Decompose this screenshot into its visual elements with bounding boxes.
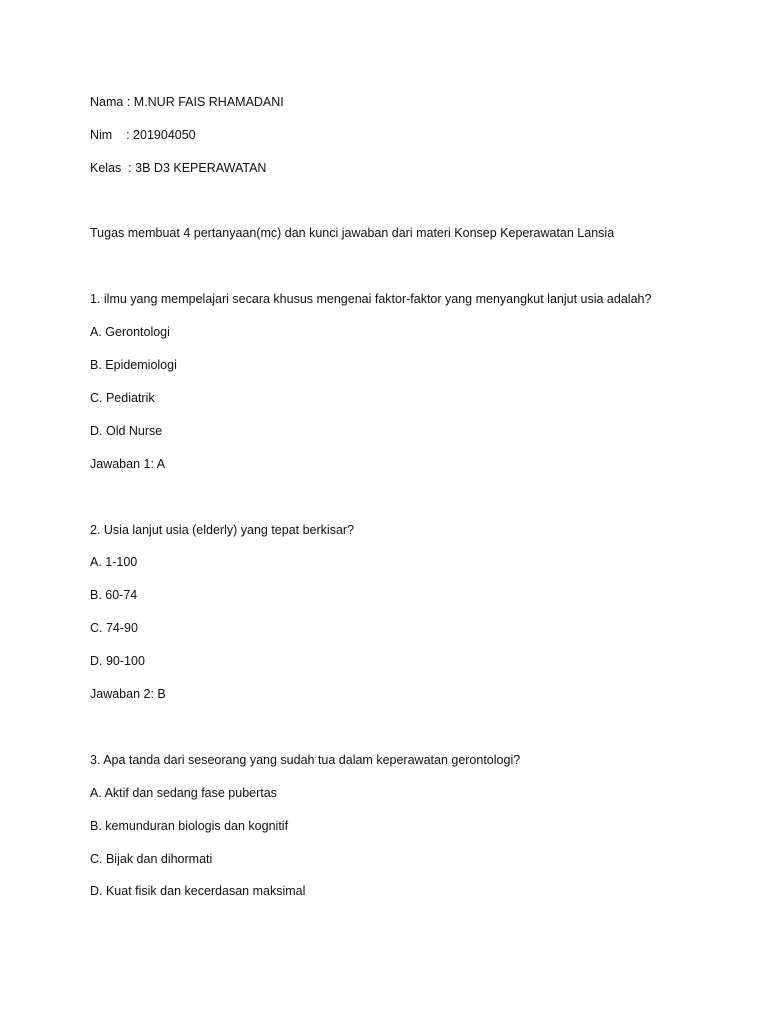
- student-class: Kelas : 3B D3 KEPERAWATAN: [90, 161, 267, 175]
- question-1-option-b: B. Epidemiologi: [90, 358, 177, 372]
- student-name: Nama : M.NUR FAIS RHAMADANI: [90, 95, 284, 109]
- question-2: 2. Usia lanjut usia (elderly) yang tepat berkisar?: [90, 523, 355, 537]
- task-description: Tugas membuat 4 pertanyaan(mc) dan kunci jawaban dari materi Konsep Keperawatan Lansia: [90, 226, 615, 240]
- question-3-option-d: D. Kuat fisik dan kecerdasan maksimal: [90, 884, 306, 898]
- question-3-option-a: A. Aktif dan sedang fase pubertas: [90, 786, 277, 800]
- question-2-answer: Jawaban 2: B: [90, 687, 166, 701]
- question-2-option-b: B. 60-74: [90, 588, 138, 602]
- question-2-option-d: D. 90-100: [90, 654, 145, 668]
- question-1-answer: Jawaban 1: A: [90, 457, 166, 471]
- question-2-option-c: C. 74-90: [90, 621, 138, 635]
- question-1: 1. ilmu yang mempelajari secara khusus mengenai faktor-faktor yang menyangkut lanjut usia adalah?: [90, 292, 652, 306]
- question-1-option-a: A. Gerontologi: [90, 325, 170, 339]
- student-nim: Nim : 201904050: [90, 128, 196, 142]
- question-3: 3. Apa tanda dari seseorang yang sudah tua dalam keperawatan gerontologi?: [90, 753, 521, 767]
- question-2-option-a: A. 1-100: [90, 555, 138, 569]
- question-3-option-c: C. Bijak dan dihormati: [90, 852, 213, 866]
- question-1-option-c: C. Pediatrik: [90, 391, 155, 405]
- question-3-option-b: B. kemunduran biologis dan kognitif: [90, 819, 289, 833]
- question-1-option-d: D. Old Nurse: [90, 424, 163, 438]
